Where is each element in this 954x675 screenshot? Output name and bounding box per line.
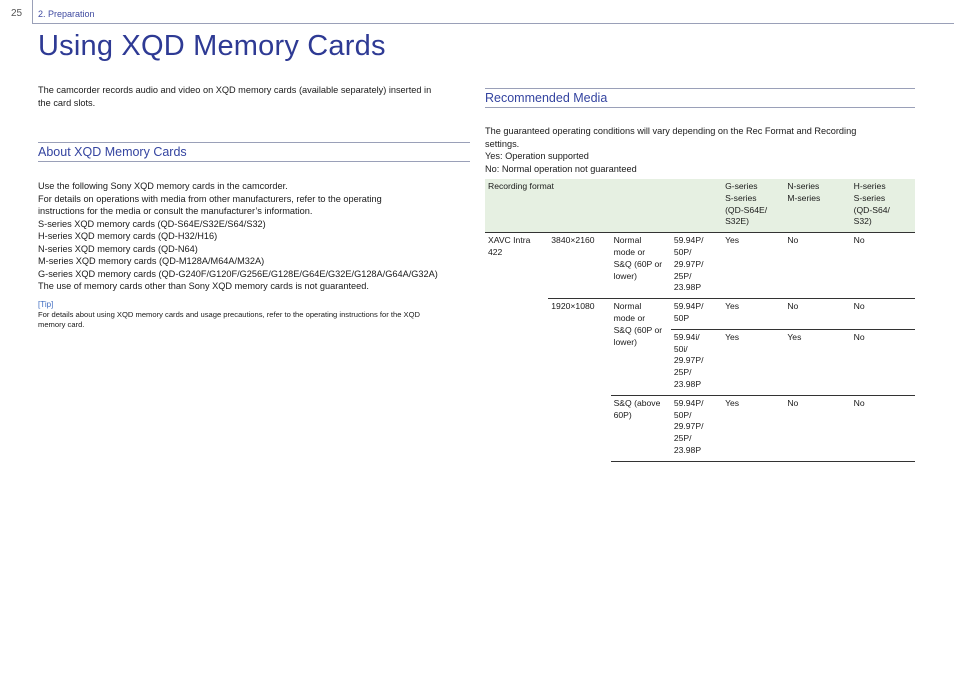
header-h-series: H-series S-series (QD-S64/ S32) (851, 179, 915, 233)
recommended-media-table (485, 179, 915, 462)
cell-g: Yes (722, 395, 784, 461)
tip-line: memory card. (38, 320, 85, 330)
about-line: S-series XQD memory cards (QD-S64E/S32E/S64/S32) (38, 218, 266, 229)
recommended-line: The guaranteed operating conditions will vary depending on the Rec Format and Recording (485, 126, 857, 136)
about-line: G-series XQD memory cards (QD-G240F/G120F/G256E/G128E/G64E/G32E/G128A/G64A/G32A) (38, 268, 438, 279)
cell-n: No (784, 395, 850, 461)
about-line: instructions for the media or consult the manufacturer’s information. (38, 206, 313, 216)
cell-g: Yes (722, 299, 784, 330)
header-divider-vertical (32, 0, 33, 23)
cell-fps: 59.94P/ 50P/ 29.97P/ 25P/ 23.98P (673, 235, 704, 293)
cell-mode: Normal mode or S&Q (60P or lower) (611, 299, 671, 396)
about-heading: About XQD Memory Cards (38, 142, 470, 162)
table-header-row (485, 179, 915, 233)
cell-n: No (787, 235, 799, 246)
tip-line: For details about using XQD memory cards and usage precautions, refer to the operating instructions for the XQD (38, 309, 420, 319)
header-g-series: G-series S-series (QD-S64E/ S32E) (722, 179, 784, 233)
breadcrumb-section[interactable]: 2. Preparation (38, 9, 95, 19)
left-column (38, 84, 470, 331)
about-line: N-series XQD memory cards (QD-N64) (38, 243, 198, 254)
about-line: H-series XQD memory cards (QD-H32/H16) (38, 231, 218, 241)
cell-n: Yes (784, 329, 850, 395)
header-divider-horizontal (32, 23, 954, 24)
recommended-line: No: Normal operation not guaranteed (485, 163, 637, 174)
cell-g: Yes (722, 329, 784, 395)
about-line: Use the following Sony XQD memory cards in the camcorder. (38, 181, 288, 191)
about-line: For details on operations with media from other manufacturers, refer to the operating (38, 193, 382, 204)
cell-g: Yes (725, 235, 740, 246)
intro-line: The camcorder records audio and video on XQD memory cards (available separately) inserted in (38, 85, 432, 95)
cell-format: XAVC Intra 422 (488, 235, 531, 257)
tip-label: [Tip] (38, 299, 54, 309)
intro-line: the card slots. (38, 97, 96, 108)
table-row (485, 233, 915, 299)
cell-h: No (851, 395, 915, 461)
cell-fps: 59.94P/ 50P (671, 299, 722, 330)
cell-fps: 59.94i/ 50i/ 29.97P/ 25P/ 23.98P (671, 329, 722, 395)
cell-n: No (784, 299, 850, 330)
cell-resolution: 3840×2160 (551, 235, 595, 246)
about-line: The use of memory cards other than Sony XQD memory cards is not guaranteed. (38, 281, 369, 291)
about-body (38, 180, 470, 293)
cell-mode: S&Q (above 60P) (611, 395, 671, 461)
page-title: Using XQD Memory Cards (38, 30, 386, 62)
right-column (485, 88, 915, 462)
header-recording-format: Recording format (485, 179, 722, 233)
recommended-heading: Recommended Media (485, 88, 915, 108)
cell-resolution: 1920×1080 (548, 299, 610, 462)
cell-fps: 59.94P/ 50P/ 29.97P/ 25P/ 23.98P (671, 395, 722, 461)
recommended-body (485, 125, 915, 175)
cell-h: No (851, 329, 915, 395)
cell-mode: Normal mode or S&Q (60P or lower) (613, 235, 663, 281)
recommended-line: Yes: Operation supported (485, 151, 589, 161)
header-n-series: N-series M-series (784, 179, 850, 233)
page-number: 25 (11, 8, 23, 19)
cell-h: No (851, 299, 915, 330)
recommended-line: settings. (485, 138, 520, 149)
about-line: M-series XQD memory cards (QD-M128A/M64A/M32A) (38, 256, 265, 266)
cell-h: No (853, 235, 865, 246)
table-row (485, 299, 915, 330)
